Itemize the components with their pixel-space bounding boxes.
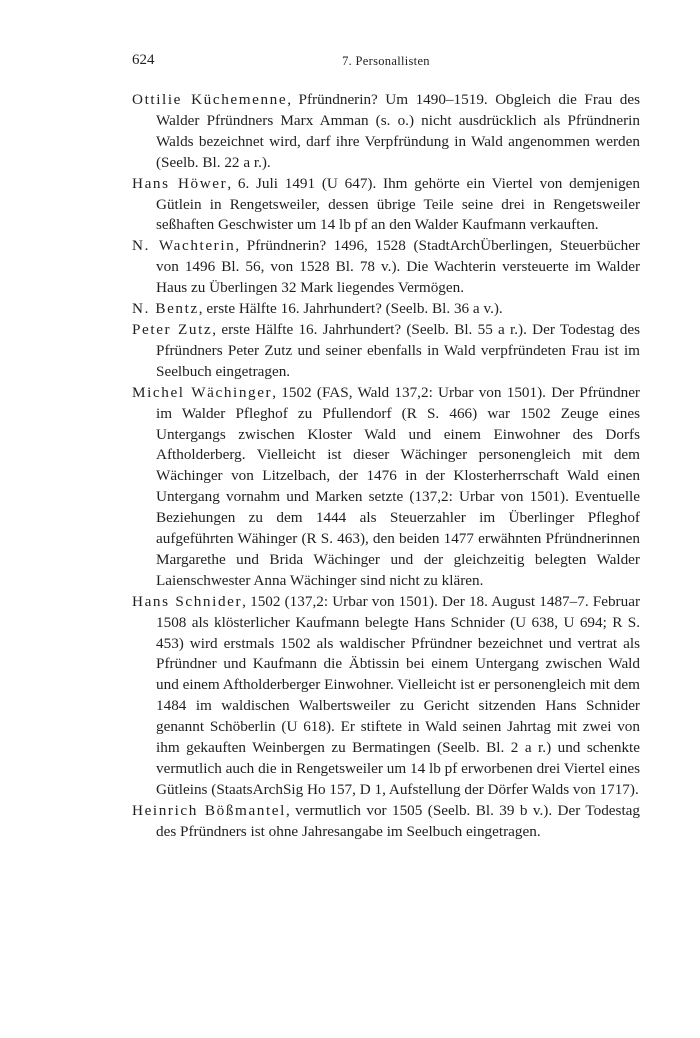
- entry-text: , 1502 (137,2: Urbar von 1501). Der 18. August 1487–7. Februar 1508 als klösterlicher Kaufmann belegte Hans Schnider (U 638, U 694; R S. 453) wird erstmals 1502 als waldischer Pfründner bezeichnet und vertrat als Pfründner und Kaufmann die Äbtissin bei einem Untergang zwischen Wald und einem Aftholderberger Einwohner. Vielleicht ist er personengleich mit dem 1484 im waldischen Walbertsweiler zu Gericht sitzenden Hans Schnider genannt Schöberlin (U 618). Er stiftete in Wald seinen Jahrtag mit zwei von ihm gekauften Weinbergen zu Bermatingen (Seelb. Bl. 2 a r.) und schenkte vermutlich auch die in Rengetsweiler um 14 lb pf erworbenen drei Viertel eines Gütleins (StaatsArchSig Ho 157, D 1, Aufstellung der Dörfer Walds von 1717).: [156, 592, 641, 798]
- entry-name: Hans Höwer: [132, 174, 228, 192]
- entry-schnider: [132, 592, 640, 801]
- entry-text: , vermutlich vor 1505 (Seelb. Bl. 39 b v.). Der Todestag des Pfründners ist ohne Jahresangabe im Seelbuch eingetragen.: [156, 801, 640, 840]
- entry-text: , Pfründnerin? Um 1490–1519. Obgleich die Frau des Walder Pfründners Marx Amman (s. o.) nicht ausdrücklich als Pfründnerin Walds bezeichnet wird, darf ihre Verpfründung in Wald angenommen werden (Seelb. Bl. 22 a r.).: [156, 91, 640, 171]
- entry-boessmantel: [132, 801, 640, 843]
- entry-hoewer: [132, 174, 640, 237]
- entry-name: Ottilie Küchemenne: [132, 91, 288, 108]
- entry-name: N. Wachterin: [132, 237, 236, 255]
- entry-list: [132, 90, 640, 843]
- entry-waechinger: [132, 383, 640, 592]
- entry-name: N. Bentz: [132, 300, 199, 318]
- entry-bentz: [132, 299, 640, 320]
- entry-name: Hans Schnider: [132, 592, 243, 610]
- entry-kuechemenne: [132, 90, 640, 174]
- entry-wachterin: [132, 236, 640, 299]
- running-title: 7. Personallisten: [342, 54, 430, 68]
- entry-name: Michel Wächinger: [132, 383, 273, 401]
- entry-text: , 6. Juli 1491 (U 647). Ihm gehörte ein Viertel von demjenigen Gütlein in Rengetsweiler, dessen übrige Teile seine drei in Rengetsweiler seßhaften Geschwister um 14 lb pf an den Walder Kaufmann verkauften.: [156, 174, 640, 234]
- page-number: 624: [132, 52, 155, 68]
- entry-text: , 1502 (FAS, Wald 137,2: Urbar von 1501). Der Pfründner im Walder Pfleghof zu Pfullendorf (R S. 466) war 1502 Zeuge eines Untergangs zwischen Kloster Wald und einem Einwohner des Dorfs Aftholderberg. Vielleicht ist dieser Wächinger personengleich mit dem Wächinger von Litzelbach, der 1476 in der Klosterherrschaft Wald einen Untergang vornahm und Marken setzte (137,2: Urbar von 1501). Eventuelle Beziehungen zu dem 1444 als Steuerzahler im Überlinger Pfleghof aufgeführten Wähinger (R S. 463), den beiden 1477 erwähnten Pfründnerinnen Margarethe und Brida Wächinger und der gleichzeitig belegten Walder Laienschwester Anna Wächinger sind nicht zu klären.: [156, 383, 640, 589]
- entry-zutz: [132, 320, 640, 383]
- entry-name: Heinrich Bößmantel: [132, 801, 286, 819]
- entry-text: , erste Hälfte 16. Jahrhundert? (Seelb. Bl. 36 a v.).: [198, 300, 503, 318]
- entry-name: Peter Zutz: [132, 320, 213, 338]
- entry-text: , erste Hälfte 16. Jahrhundert? (Seelb. Bl. 55 a r.). Der Todestag des Pfründners Peter Zutz und seiner ebenfalls in Wald verpfründeten Frau ist im Seelbuch eingetragen.: [156, 320, 640, 380]
- entry-text: , Pfründnerin? 1496, 1528 (StadtArchÜberlingen, Steuerbücher von 1496 Bl. 56, von 1528 Bl. 78 v.). Die Wachterin versteuerte im Walder Haus zu Überlingen 32 Mark liegendes Vermögen.: [156, 237, 640, 297]
- page-header: [132, 52, 640, 74]
